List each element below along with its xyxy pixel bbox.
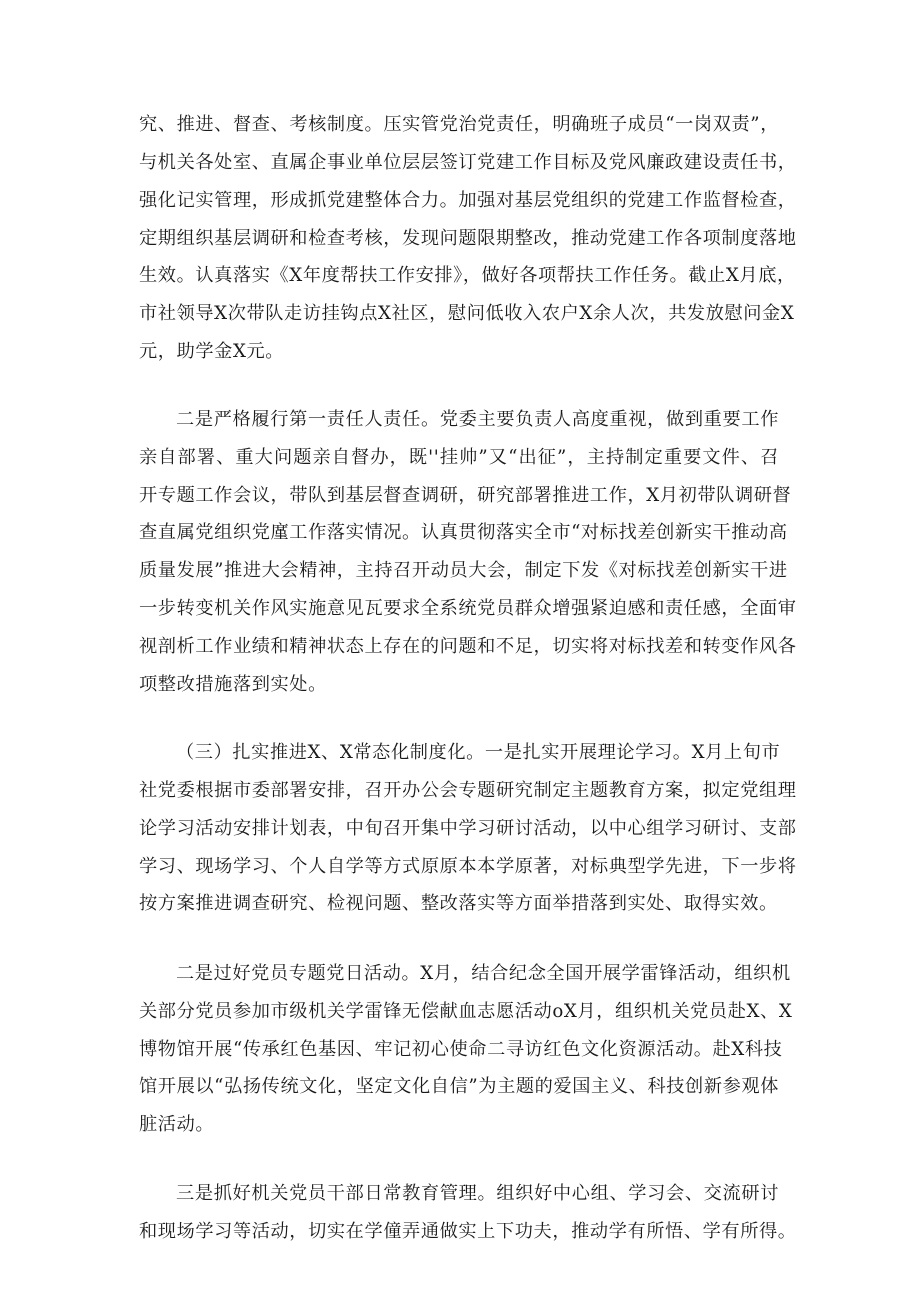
text-line: 强化记实管理，形成抓党建整体合力。加强对基层党组织的党建工作监督检查， — [139, 190, 797, 211]
text-line: 学习、现场学习、个人自学等方式原原本本学原著，对标典型学先进，下一步将 — [139, 856, 797, 877]
text-line: 开专题工作会议，带队到基层督查调研，研究部署推进工作，X月初带队调研督 — [139, 485, 792, 506]
text-line: 究、推进、督查、考核制度。压实管党治党责任，明确班子成员“一岗双责”， — [139, 114, 779, 135]
text-line: 关部分党员参加市级机关学雷锋无偿献血志愿活动oX月，组织机关党员赴X、X — [139, 1001, 793, 1022]
text-line: 与机关各处室、直属企事业单位层层签订党建工作目标及党风廉政建设责任书， — [139, 152, 797, 173]
text-line: 馆开展以“弘扬传统文化，坚定文化自信”为主题的爱国主义、科技创新参观体 — [139, 1076, 779, 1097]
text-line: 项整改措施落到实处。 — [139, 674, 327, 695]
text-line: 质量发展”推进大会精神，主持召开动员大会，制定下发《对标找差创新实干进 — [139, 560, 788, 581]
text-line: 三是抓好机关党员干部日常教育管理。组织好中心组、学习会、交流研讨 — [176, 1183, 779, 1204]
text-line: 查直属党组织党廑工作落实情况。认真贯彻落实全市“对标找差创新实干推动高 — [139, 522, 788, 543]
text-line: 亲自部署、重大问题亲自督办，既''挂帅”又“出征”，主持制定重要文件、召 — [139, 447, 779, 468]
text-line: 生效。认真落实《X年度帮扶工作安排》，做好各项帮扶工作任务。截止X月底， — [139, 265, 796, 286]
text-line: 二是严格履行第一责任人责任。党委主要负责人高度重视，做到重要工作 — [176, 409, 779, 430]
text-line: 视剖析工作业绩和精神状态上存在的问题和不足，切实将对标找差和转变作风各 — [139, 636, 797, 657]
text-line: 社党委根据市委部署安排，召开办公会专题研究制定主题教育方案，拟定党组理 — [139, 780, 797, 801]
text-line: （三）扎实推进X、X常态化制度化。一是扎实开展理论学习。X月上旬市 — [176, 742, 781, 763]
text-line: 二是过好党员专题党日活动。X月，结合纪念全国开展学雷锋活动，组织机 — [176, 963, 791, 984]
text-line: 元，助学金X元。 — [139, 341, 285, 362]
text-line: 定期组织基层调研和检查考核，发现问题限期整改，推动党建工作各项制度落地 — [139, 228, 797, 249]
text-line: 论学习活动安排计划表，中旬召开集中学习研讨活动，以中心组学习研讨、支部 — [139, 818, 797, 839]
text-line: 市社领导X次带队走访挂钩点X社区，慰问低收入农户X余人次，共发放慰问金X — [139, 303, 795, 324]
text-line: 按方案推进调查研究、检视问题、整改落实等方面举措落到实处、取得实效。 — [139, 893, 778, 914]
text-line: 脏活动。 — [139, 1114, 215, 1135]
text-line: 一步转变机关作风实施意见瓦要求全系统党员群众增强紧迫感和责任感，全面审 — [139, 598, 797, 619]
text-line: 和现场学习等活动，切实在学僮弄通做实上下功夫，推动学有所悟、学有所得。 — [139, 1221, 797, 1242]
text-line: 博物馆开展“传承红色基因、牢记初心使命二寻访红色文化资源活动。赴X科技 — [139, 1039, 783, 1060]
